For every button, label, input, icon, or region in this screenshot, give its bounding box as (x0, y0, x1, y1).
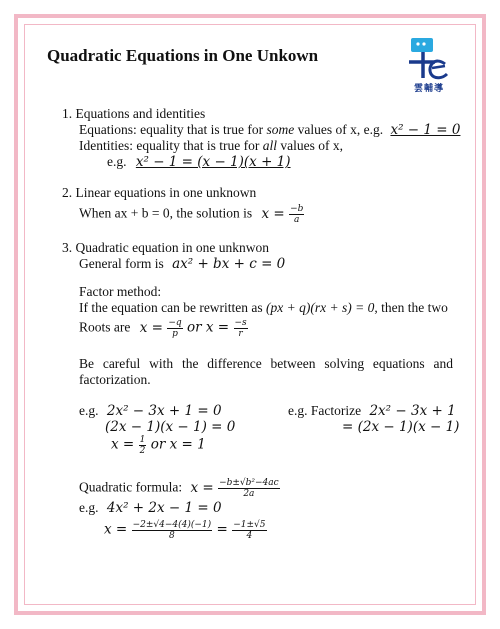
root1-numerator: −q (168, 318, 182, 328)
equations-example-math: x² − 1 = 0 (390, 122, 461, 138)
formula-example-line-1 (79, 500, 222, 516)
formula-example-denominator-1: 8 (169, 531, 175, 541)
linear-solution-text: When ax + b = 0, the solution is (79, 205, 253, 221)
root1-lhs: x = (139, 319, 163, 336)
root2-numerator: −s (234, 318, 247, 328)
formula-example-equation: 4x² + 2x − 1 = 0 (106, 500, 222, 516)
roots-label: Roots are (79, 319, 131, 335)
solve-example-denominator: 2 (139, 446, 146, 456)
quadratic-formula-denominator: 2a (243, 489, 255, 499)
identities-definition (79, 138, 343, 154)
formula-example-fraction-1 (132, 520, 213, 541)
quadratic-formula-fraction (218, 478, 280, 499)
identities-emphasis: all (262, 138, 277, 153)
linear-solution-numerator: −b (290, 204, 304, 214)
linear-solution (79, 204, 305, 225)
identities-text-post: values of x, (276, 138, 343, 153)
solve-example-numerator: 1 (139, 435, 146, 445)
linear-solution-fraction (289, 204, 304, 225)
factorize-example-label: e.g. Factorize (288, 403, 362, 418)
quadratic-formula (79, 478, 281, 499)
identities-example (107, 154, 291, 170)
root1-denominator: p (172, 329, 178, 339)
solve-example-line-3 (111, 435, 206, 456)
root2-denominator: r (238, 329, 243, 339)
formula-example-line-2 (104, 520, 268, 541)
solve-example-line-1 (79, 403, 222, 419)
factor-condition-text: If the equation can be rewritten as (79, 300, 267, 315)
factor-condition-math: (px + q)(rx + s) = 0 (266, 300, 375, 315)
general-form-math: ax² + bx + c = 0 (172, 256, 286, 272)
root2-fraction (234, 318, 248, 339)
page-title: Quadratic Equations in One Unkown (47, 46, 319, 65)
root1-fraction (167, 318, 182, 339)
solve-example-line-2: (2x − 1)(x − 1) = 0 (105, 419, 236, 435)
careful-note-line-2: factorization. (79, 372, 151, 387)
general-form-label: General form is (79, 256, 164, 271)
section-2-heading: 2. Linear equations in one unknown (62, 185, 257, 200)
identities-text: Identities: equality that is true for (79, 138, 263, 153)
formula-example-eg: e.g. (79, 500, 99, 515)
equations-emphasis: some (266, 122, 295, 137)
factorize-example-line-2: = (2x − 1)(x − 1) (342, 419, 460, 435)
solve-example-fraction (139, 435, 147, 456)
factor-method-condition (79, 300, 448, 316)
factorize-example-line-1 (288, 403, 456, 419)
factor-roots (79, 318, 249, 339)
formula-example-numerator-1: −2±√4−4(4)(−1) (132, 520, 212, 530)
quadratic-formula-numerator: −b±√b²−4ac (219, 478, 279, 488)
factor-condition-text-post: , then the two (374, 300, 448, 315)
quadratic-formula-lhs: x = (190, 479, 214, 496)
general-form (79, 256, 285, 272)
solve-example-lhs: x = (111, 436, 135, 453)
careful-note-line-1: Be careful with the difference between solving equations and (79, 356, 453, 371)
section-1-heading: 1. Equations and identities (62, 106, 206, 121)
solve-example-eg: e.g. (79, 403, 99, 418)
formula-example-lhs: x = (104, 521, 128, 538)
formula-example-numerator-2: −1±√5 (233, 520, 266, 530)
quadratic-formula-label: Quadratic formula: (79, 479, 183, 495)
equations-text: Equations: equality that is true for (79, 122, 267, 137)
linear-solution-lhs: x = (261, 205, 285, 222)
root2-lhs: or x = (187, 319, 230, 336)
identities-eg: e.g. (107, 154, 127, 169)
factorize-example-expression: 2x² − 3x + 1 (369, 403, 456, 419)
formula-example-denominator-2: 4 (246, 531, 253, 541)
linear-solution-denominator: a (294, 215, 300, 225)
equations-text-post: values of x, e.g. (294, 122, 384, 137)
formula-example-equals: = (216, 521, 228, 538)
formula-example-fraction-2 (232, 520, 266, 541)
factor-method-title: Factor method: (79, 284, 162, 299)
section-3-heading: 3. Quadratic equation in one unknwon (62, 240, 269, 255)
solve-example-or: or x = 1 (150, 436, 206, 453)
identities-example-math: x² − 1 = (x − 1)(x + 1) (135, 154, 291, 170)
equations-definition (79, 122, 460, 138)
solve-example-equation: 2x² − 3x + 1 = 0 (106, 403, 222, 419)
brand-logo-text: 雲輔導 (413, 84, 444, 94)
